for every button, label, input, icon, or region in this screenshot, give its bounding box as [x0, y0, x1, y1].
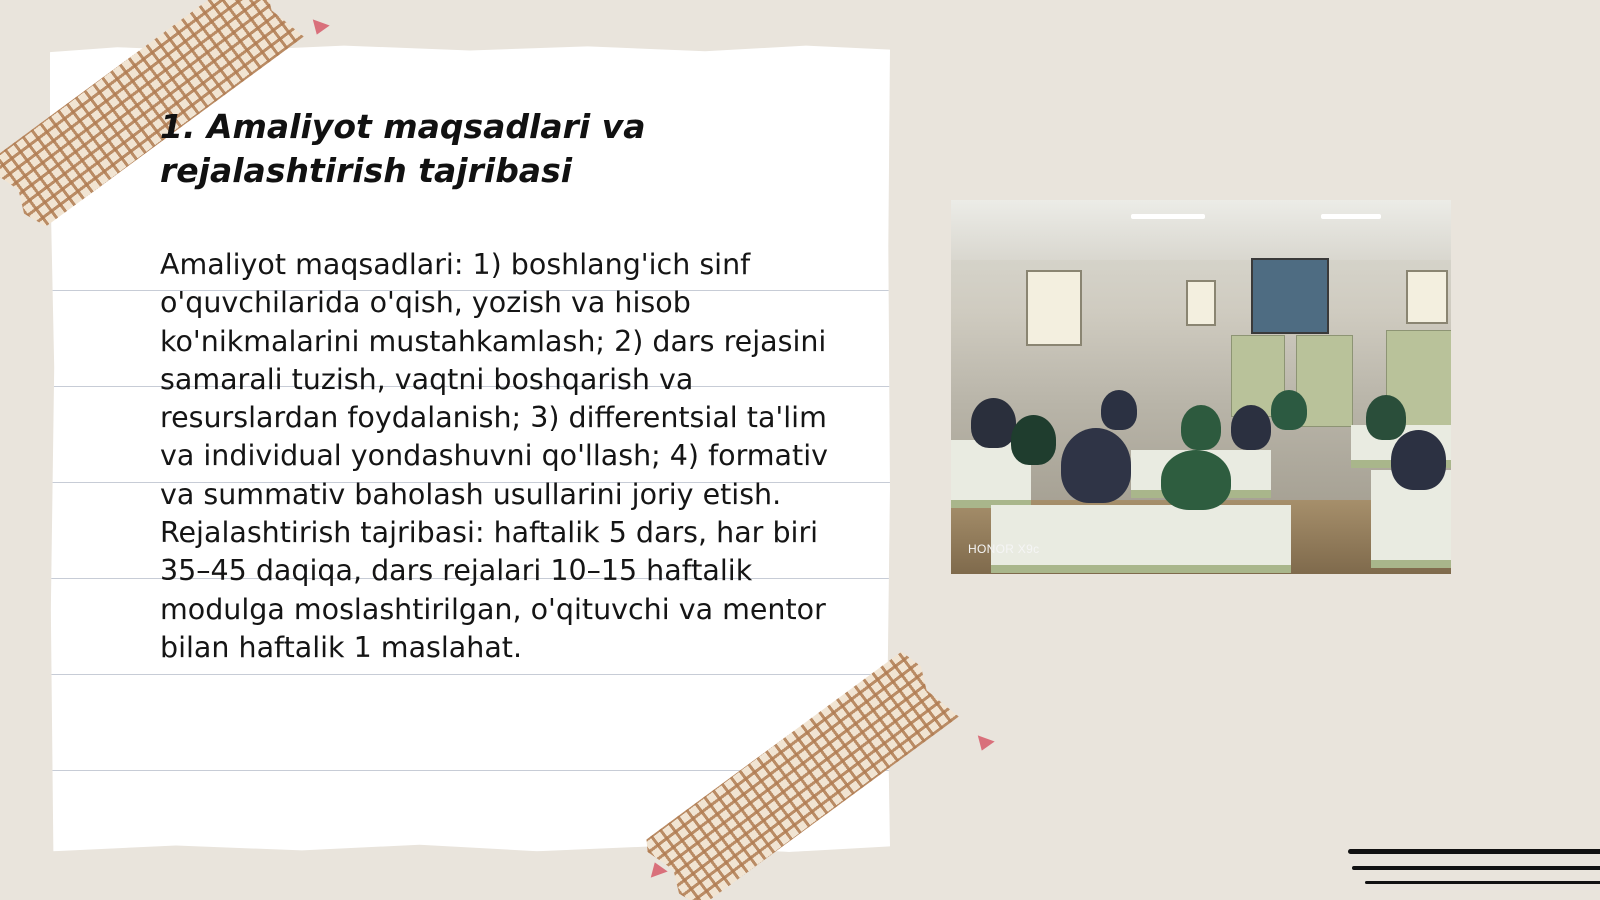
- photo-wall-poster: [1186, 280, 1216, 326]
- slide-title: 1. Amaliyot maqsadlari va rejalashtirish tajribasi: [160, 107, 646, 190]
- photo-student: [1011, 415, 1056, 465]
- photo-student: [1391, 430, 1446, 490]
- photo-ceiling-light: [1131, 214, 1205, 219]
- photo-desk: [991, 505, 1291, 573]
- photo-wall-poster: [1026, 270, 1082, 346]
- photo-student: [1231, 405, 1271, 450]
- photo-watermark: HONOR X9c: [968, 542, 1040, 556]
- photo-ceiling: [951, 200, 1451, 260]
- tape-corner-accent: [646, 859, 667, 877]
- photo-student: [1181, 405, 1221, 450]
- photo-portrait-board: [1251, 258, 1329, 334]
- classroom-photo: [951, 200, 1451, 574]
- decorative-scribble-line: [1348, 849, 1600, 854]
- decorative-scribble-line: [1352, 866, 1600, 870]
- tape-corner-accent: [973, 735, 994, 753]
- photo-student: [1271, 390, 1307, 430]
- decorative-scribble-line: [1365, 881, 1600, 884]
- slide-body-text: Amaliyot maqsadlari: 1) boshlang'ich sinf o'quvchilarida o'qish, yozish va hisob ko'nikmalarini mustahkamlash; 2) dars rejasini samarali tuzish, vaqtni boshqarish va resurslardan foydalanish; 3) differentsial ta'lim va individual yondashuvni qo'llash; 4) formativ va summativ baholash usullarini joriy etish. Rejalashtirish tajribasi: haftalik 5 dars, har biri 35–45 daqiqa, dars rejalari 10–15 haftalik modulga moslashtirilgan, o'qituvchi va mentor bilan haftalik 1 maslahat.: [160, 248, 828, 664]
- tape-corner-accent: [308, 19, 329, 37]
- photo-student: [1366, 395, 1406, 440]
- photo-student: [971, 398, 1016, 448]
- photo-student: [1061, 428, 1131, 503]
- photo-ceiling-light: [1321, 214, 1381, 219]
- paper-rule-line: [50, 674, 890, 675]
- photo-student: [1101, 390, 1137, 430]
- photo-wall-poster: [1406, 270, 1448, 324]
- photo-student: [1161, 450, 1231, 510]
